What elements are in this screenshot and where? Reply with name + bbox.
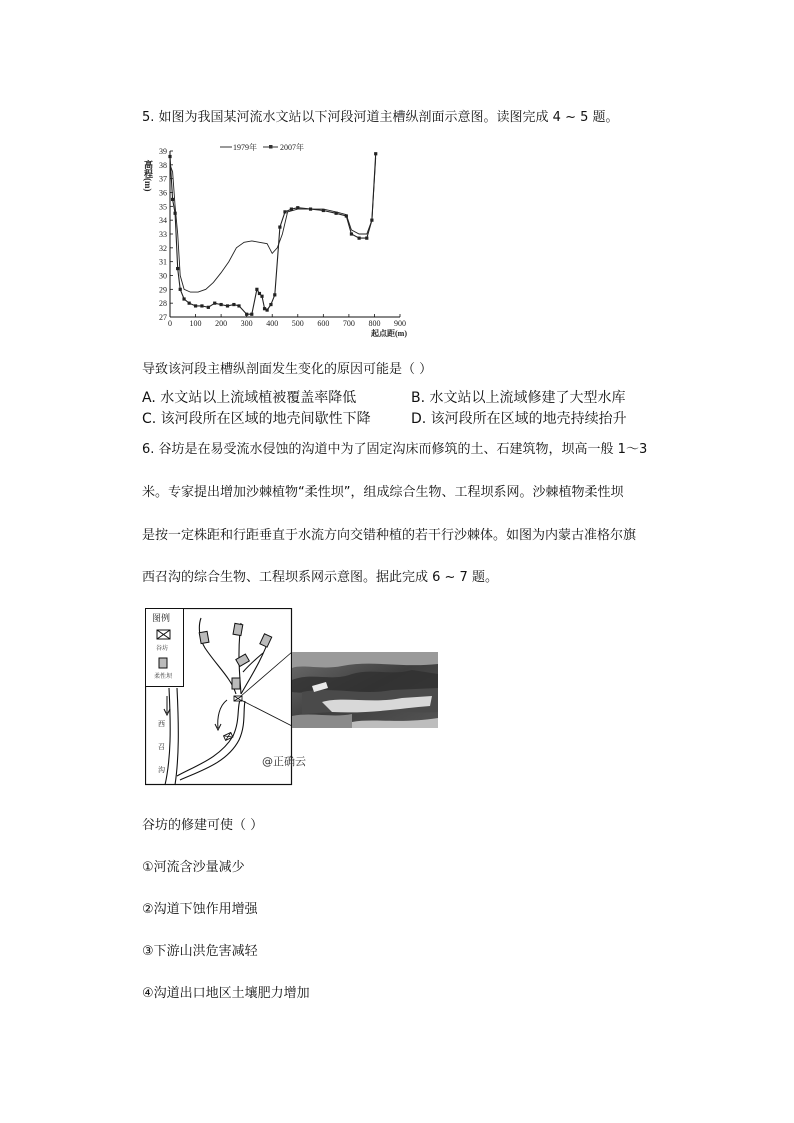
x-tick-label: 700 — [342, 319, 355, 328]
data-point — [322, 209, 325, 212]
legend-2007: 2007年 — [280, 143, 304, 152]
q6-line-1: 6. 谷坊是在易受流水侵蚀的沟道中为了固定沟床而修筑的土、石建筑物，坝高一般 1～3 — [142, 442, 648, 457]
y-tick-label: 35 — [159, 202, 167, 212]
legend-gufang-label: 谷坊 — [156, 646, 169, 652]
rouxingba-5 — [232, 678, 240, 689]
y-tick-label: 32 — [159, 243, 167, 253]
gufang-dam-1 — [234, 696, 242, 701]
q6-item-3[interactable]: ③下游山洪危害减轻 — [142, 944, 258, 959]
y-tick-label: 34 — [159, 216, 167, 226]
y-axis-label: 高程(m) — [143, 160, 153, 192]
q5-option-a[interactable]: A. 水文站以上流域植被覆盖率降低 — [142, 390, 357, 406]
data-point — [309, 208, 312, 211]
data-point — [245, 313, 248, 316]
data-point — [171, 198, 174, 201]
data-point — [188, 302, 191, 305]
q5-option-d[interactable]: D. 该河段所在区域的地壳持续抬升 — [411, 411, 627, 427]
x-axis-label: 起点距(m) — [371, 329, 407, 338]
data-point — [258, 292, 261, 295]
x-tick-label: 0 — [168, 319, 172, 328]
data-point — [232, 303, 235, 306]
data-point — [358, 237, 361, 240]
q6-item-4[interactable]: ④沟道出口地区土壤肥力增加 — [142, 986, 310, 1001]
y-tick-label: 33 — [159, 230, 167, 239]
q6-item-2[interactable]: ②沟道下蚀作用增强 — [142, 902, 258, 917]
data-point — [226, 304, 229, 307]
data-point — [220, 303, 223, 306]
data-point — [168, 155, 171, 158]
river-label-3: 沟 — [158, 766, 165, 774]
y-tick-label: 28 — [159, 299, 167, 309]
legend-1979: 1979年 — [233, 143, 257, 152]
data-point — [250, 313, 253, 316]
q6-item-1[interactable]: ①河流含沙量减少 — [142, 860, 245, 875]
data-point — [335, 212, 338, 215]
q5-option-b[interactable]: B. 水文站以上流域修建了大型水库 — [411, 390, 626, 406]
data-point — [269, 303, 272, 306]
data-point — [296, 206, 299, 209]
y-tick-label: 30 — [159, 271, 167, 281]
series-line-1979年 — [170, 158, 376, 292]
y-tick-label: 37 — [159, 174, 167, 184]
watermark: @正确云 — [262, 755, 306, 768]
q5-question: 导致该河段主槽纵剖面发生变化的原因可能是（ ） — [142, 362, 433, 377]
y-tick-label: 38 — [159, 160, 167, 170]
data-point — [207, 306, 210, 309]
data-point — [283, 210, 286, 213]
rouxingba-2 — [233, 623, 243, 635]
data-point — [237, 304, 240, 307]
q6-line-2: 米。专家提出增加沙棘植物“柔性坝”，组成综合生物、工程坝系网。沙棘植物柔性坝 — [142, 485, 624, 500]
profile-chart — [140, 140, 420, 340]
data-point — [374, 152, 377, 155]
data-point — [370, 219, 373, 222]
chart-legend — [220, 142, 304, 152]
rouxingba-icon — [159, 658, 167, 668]
x-tick-label: 200 — [215, 319, 228, 328]
data-point — [213, 302, 216, 305]
legend-title: 图例 — [152, 613, 171, 623]
data-point — [345, 214, 348, 217]
q6-line-4: 西召沟的综合生物、工程坝系网示意图。据此完成 6 ~ 7 题。 — [142, 570, 498, 585]
river-label-1: 西 — [158, 720, 165, 728]
series-line-2007年 — [170, 154, 376, 314]
chart-series — [168, 152, 377, 316]
legend-rouxingba-label: 柔性坝 — [154, 674, 173, 680]
data-point — [174, 212, 177, 215]
q6-line-3: 是按一定株距和行距垂直于水流方向交错种植的若干行沙棘体。如图为内蒙古准格尔旗 — [142, 528, 637, 543]
data-point — [350, 232, 353, 235]
data-point — [266, 308, 269, 311]
data-point — [278, 225, 281, 228]
y-tick-label: 31 — [159, 257, 167, 267]
data-point — [194, 304, 197, 307]
data-point — [273, 293, 276, 296]
data-point — [365, 237, 368, 240]
data-point — [176, 267, 179, 270]
q5-stem: 5. 如图为我国某河流水文站以下河段河道主槽纵剖面示意图。读图完成 4 ~ 5 题。 — [142, 110, 619, 125]
gufang-icon — [157, 630, 170, 639]
rouxingba-1 — [199, 631, 209, 643]
data-point — [290, 208, 293, 211]
y-tick-label: 27 — [159, 313, 167, 322]
data-point — [200, 304, 203, 307]
data-point — [260, 295, 263, 298]
q6-question: 谷坊的修建可使（ ） — [142, 818, 264, 833]
data-point — [182, 297, 185, 300]
x-tick-label: 500 — [291, 319, 304, 328]
chart-axes — [159, 147, 406, 328]
data-point — [179, 288, 182, 291]
y-tick-label: 39 — [159, 147, 167, 156]
x-tick-label: 800 — [368, 319, 381, 328]
x-tick-label: 900 — [394, 319, 406, 328]
x-tick-label: 100 — [189, 319, 202, 328]
gully-photo — [292, 652, 438, 728]
x-tick-label: 400 — [266, 319, 279, 328]
q5-option-c[interactable]: C. 该河段所在区域的地壳间歇性下降 — [142, 411, 371, 427]
x-tick-label: 300 — [240, 319, 253, 328]
river-label-2: 召 — [158, 743, 165, 751]
y-tick-label: 29 — [159, 285, 167, 295]
x-tick-label: 600 — [317, 319, 330, 328]
data-point — [255, 288, 258, 291]
y-tick-label: 36 — [159, 188, 167, 198]
